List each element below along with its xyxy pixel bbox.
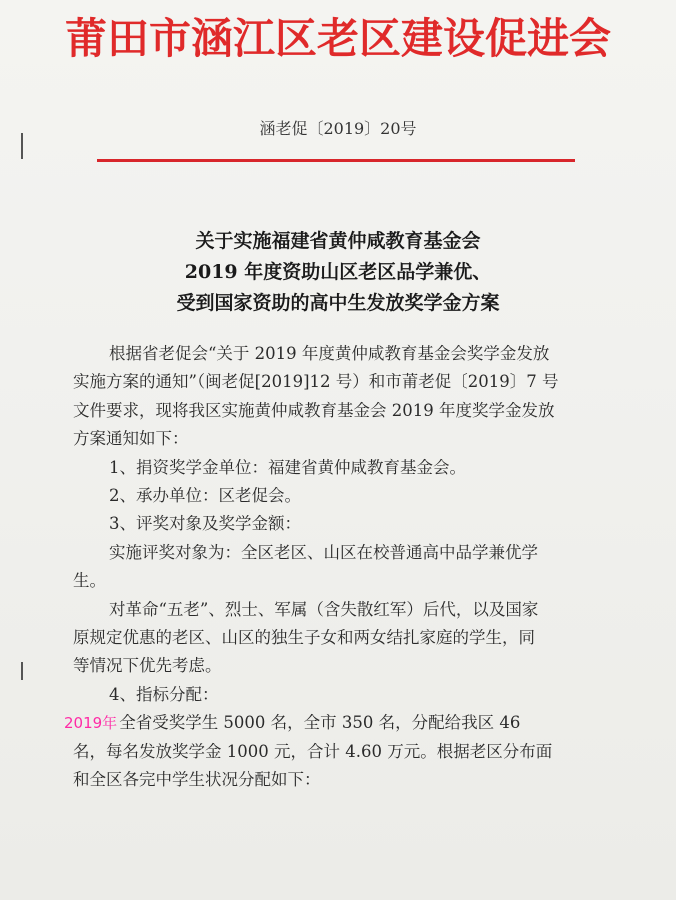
- red-divider: [97, 159, 575, 162]
- body-line-with-mark: [36, 709, 618, 737]
- title-line: 关于实施福建省黄仲咸教育基金会: [195, 230, 481, 252]
- body-line: 实施方案的通知”（闽老促[2019]12 号）和市莆老促〔2019〕7 号: [73, 372, 559, 392]
- title-line: 2019 年度资助山区老区品学兼优、: [184, 261, 492, 283]
- organization-header: 莆田市涵江区老区建设促进会: [64, 14, 611, 63]
- body-line: 和全区各完中学生状况分配如下：: [73, 770, 321, 790]
- document-number: 涵老促〔2019〕20号: [259, 119, 417, 138]
- body-line: 实施评奖对象为：全区老区、山区在校普通高中品学兼优学: [109, 542, 538, 562]
- body-line: 方案通知如下：: [73, 429, 189, 449]
- body-line: 文件要求，现将我区实施黄仲咸教育基金会 2019 年度奖学金发放: [73, 400, 555, 420]
- body-line: 名，每名发放奖学金 1000 元，合计 4.60 万元。根据老区分布面: [73, 741, 553, 761]
- body-line: 全省受奖学生 5000 名，全市 350 名，分配给我区 46: [119, 713, 521, 733]
- body-line: 3、评奖对象及奖学金额：: [109, 514, 301, 534]
- title-line: 受到国家资助的高中生发放奖学金方案: [176, 292, 500, 314]
- body-line: 等情况下优先考虑。: [73, 656, 222, 676]
- body-line: 生。: [73, 571, 106, 591]
- body-line: 1、捐资奖学金单位：福建省黄仲咸教育基金会。: [109, 457, 466, 477]
- document-title: [0, 226, 676, 319]
- highlight-year-mark: 2019年: [64, 714, 118, 733]
- body-line: 根据省老促会“关于 2019 年度黄仲咸教育基金会奖学金发放: [109, 344, 550, 363]
- body-line: 原规定优惠的老区、山区的独生子女和两女结扎家庭的学生，同: [73, 628, 535, 648]
- body-line: 2、承办单位：区老促会。: [109, 486, 301, 506]
- body-line: 4、指标分配：: [109, 684, 219, 704]
- body-line: 对革命“五老”、烈士、军属（含失散红军）后代，以及国家: [109, 599, 539, 619]
- document-body: [64, 340, 618, 795]
- punch-mark: [21, 662, 23, 680]
